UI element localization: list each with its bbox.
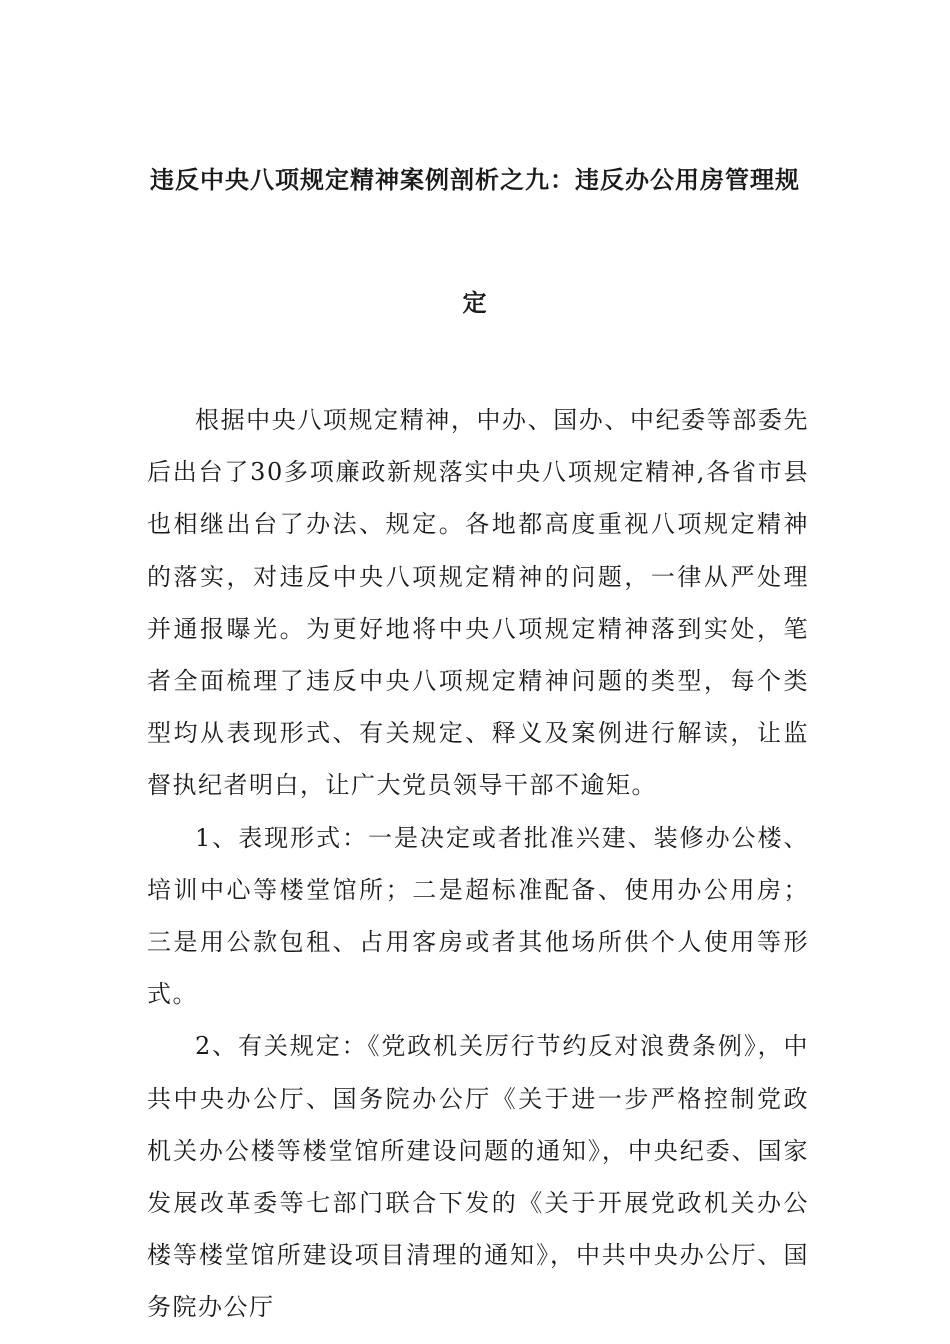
document-body [147, 394, 809, 1334]
document-title-line-2: 定 [462, 289, 488, 317]
paragraph-forms: 1、表现形式：一是决定或者批准兴建、装修办公楼、培训中心等楼堂馆所；二是超标准配备、使用办公用房；三是用公款包租、占用客房或者其他场所供个人使用等形式。 [147, 823, 809, 1009]
paragraph-intro: 根据中央八项规定精神，中办、国办、中纪委等部委先后出台了30多项廉政新规落实中央八项规定精神,各省市县也相继出台了办法、规定。各地都高度重视八项规定精神的落实，对违反中央八项规定精神的问题，一律从严处理并通报曝光。为更好地将中央八项规定精神落到实处，笔者全面梳理了违反中央八项规定精神问题的类型，每个类型均从表现形式、有关规定、释义及案例进行解读，让监督执纪者明白，让广大党员领导干部不逾矩。 [147, 406, 809, 800]
document-title-line-1: 违反中央八项规定精神案例剖析之九：违反办公用房管理规 [150, 166, 800, 194]
paragraph-regulations: 2、有关规定：《党政机关厉行节约反对浪费条例》，中共中央办公厅、国务院办公厅《关于进一步严格控制党政机关办公楼等楼堂馆所建设问题的通知》，中央纪委、国家发展改革委等七部门联合下发的《关于开展党政机关办公楼等楼堂馆所建设项目清理的通知》，中共中央办公厅、国务院办公厅 [147, 1032, 809, 1322]
